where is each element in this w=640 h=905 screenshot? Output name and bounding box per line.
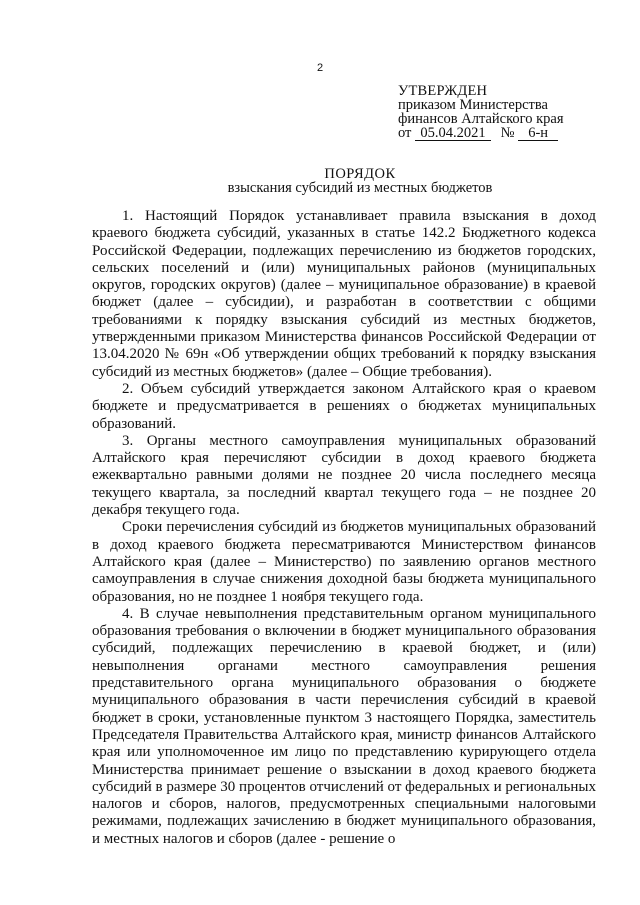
approval-line-2: финансов Алтайского края <box>398 111 564 127</box>
approval-heading: УТВЕРЖДЕН <box>398 83 488 99</box>
document-body <box>92 208 596 848</box>
paragraph-1: 1. Настоящий Порядок устанавливает правила взыскания в доход краевого бюджета субсидий, указанных в статье 142.2 Бюджетного кодекса Российской Федерации, подлежащих перечислению из бюджетов городских, сельских поселений и (или) муниципальных районов (муниципальных округов, городских округов) (далее – муниципальное образование) в краевой бюджет (далее – субсидии), и разработан в соответствии с общими требованиями к порядку взыскания субсидий из местных бюджетов, утвержденными приказом Министерства финансов Российской Федерации от 13.04.2020 № 69н «Об утверждении общих требований к порядку взыскания субсидий из местных бюджетов» (далее – Общие требования). <box>92 208 596 380</box>
document-title-block <box>0 167 640 195</box>
paragraph-2: 2. Объем субсидий утверждается законом Алтайского края о краевом бюджете и предусматривается в решениях о бюджетах муниципальных образований. <box>92 380 596 432</box>
approval-line-1: приказом Министерства <box>398 97 548 113</box>
page-number: 2 <box>316 62 324 74</box>
approval-stamp <box>398 84 598 141</box>
paragraph-3: 3. Органы местного самоуправления муниципальных образований Алтайского края перечисляют субсидии в доход краевого бюджета ежеквартально равными долями не позднее 20 числа последнего месяца текущего квартала, за последний квартал текущего года – не позднее 20 декабря текущего года. <box>92 432 596 519</box>
approval-date: 05.04.2021 <box>415 127 491 141</box>
approval-number-sign: № <box>500 125 515 141</box>
paragraph-4: 4. В случае невыполнения представительным органом муниципального образования требования о включении в бюджет муниципального образования субсидий, подлежащих перечислению в краевой бюджет, и (или) невыполнения органами местного самоуправления решения представительного органа муниципального образования о бюджете муниципального образования в части перечисления субсидий в краевой бюджет в сроки, установленные пунктом 3 настоящего Порядка, заместитель Председателя Правительства Алтайского края, министр финансов Алтайского края или уполномоченное им лицо по представлению курирующего отдела Министерства принимает решение о взыскании в доход краевого бюджета субсидий в размере 30 процентов отчислений от федеральных и региональных налогов и сборов, налогов, предусмотренных специальными налоговыми режимами, подлежащих зачислению в бюджет муниципального образования, и местных налогов и сборов (далее - решение о <box>92 605 596 847</box>
paragraph-3-continued: Сроки перечисления субсидий из бюджетов муниципальных образований в доход краевого бюджета пересматриваются Министерством финансов Алтайского края (далее – Министерство) по заявлению органов местного самоуправления в случае снижения доходной базы бюджета муниципального образования, но не позднее 1 ноября текущего года. <box>92 519 596 605</box>
approval-number: 6-н <box>518 127 558 141</box>
approval-date-row <box>398 126 598 141</box>
approval-date-prefix: от <box>398 125 412 141</box>
document-title: ПОРЯДОК <box>324 166 396 182</box>
document-subtitle: взыскания субсидий из местных бюджетов <box>227 180 493 196</box>
